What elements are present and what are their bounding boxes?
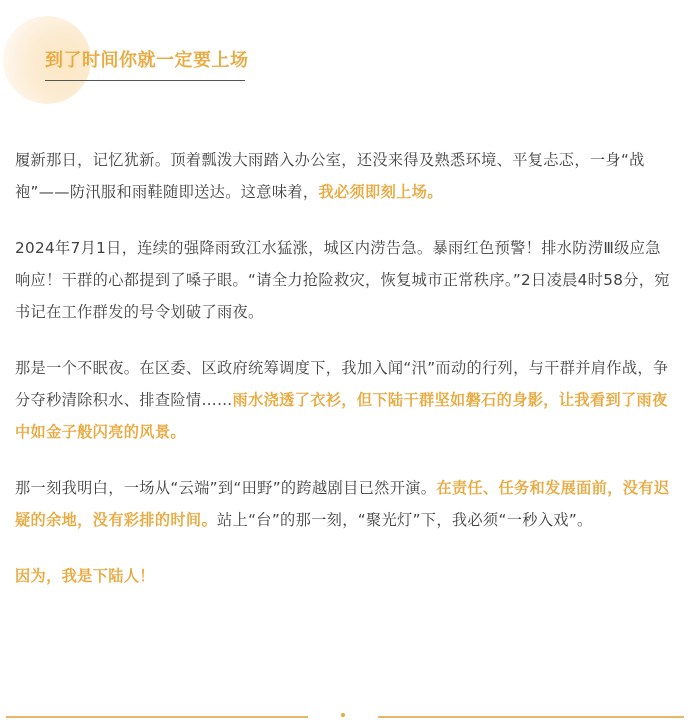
title-underline: [45, 80, 245, 81]
divider-line-right: [378, 716, 684, 718]
highlighted-text: 我必须即刻上场。: [318, 183, 443, 201]
paragraph-text: 那一刻我明白，一场从“云端”到“田野”的跨越剧目已然开演。: [15, 479, 437, 497]
section-header: [0, 0, 691, 110]
closing-statement: 因为，我是下陆人！: [15, 567, 155, 585]
paragraph-4: [15, 472, 675, 536]
highlighted-text: 在责任、任务和发展面前，没有迟疑的余地，没有彩排的时间。: [15, 479, 670, 529]
paragraph-3: [15, 352, 675, 448]
paragraph-1: [15, 144, 675, 208]
highlighted-text: 雨水浇透了衣衫，但下陆干群坚如磐石的身影，让我看到了雨夜中如金子般闪亮的风景。: [15, 391, 668, 441]
paragraph-2: [15, 232, 675, 328]
section-title: 到了时间你就一定要上场: [45, 50, 249, 71]
paragraph-text: 那是一个不眠夜。在区委、区政府统筹调度下，我加入闻“汛”而动的行列，与干群并肩作战，争分夺秒清除积水、排查险情……: [15, 359, 669, 409]
paragraph-text: 履新那日，记忆犹新。顶着瓢泼大雨踏入办公室，还没来得及熟悉环境、平复忐忑，一身“战袍”——防汛服和雨鞋随即送达。这意味着，: [15, 151, 645, 201]
divider-line-left: [6, 716, 308, 718]
divider-dot: [341, 713, 345, 717]
footer-divider: [0, 708, 691, 723]
paragraph-text: 2024年7月1日，连续的强降雨致江水猛涨，城区内涝告急。暴雨红色预警！排水防涝Ⅲ级应急响应！干群的心都提到了嗓子眼。“请全力抢险救灾，恢复城市正常秩序。”2日凌晨4时58分，宛书记在工作群发的号令划破了雨夜。: [15, 239, 670, 321]
article-body: [15, 144, 675, 592]
paragraph-text: 站上“台”的那一刻，“聚光灯”下，我必须“一秒入戏”。: [217, 511, 593, 529]
